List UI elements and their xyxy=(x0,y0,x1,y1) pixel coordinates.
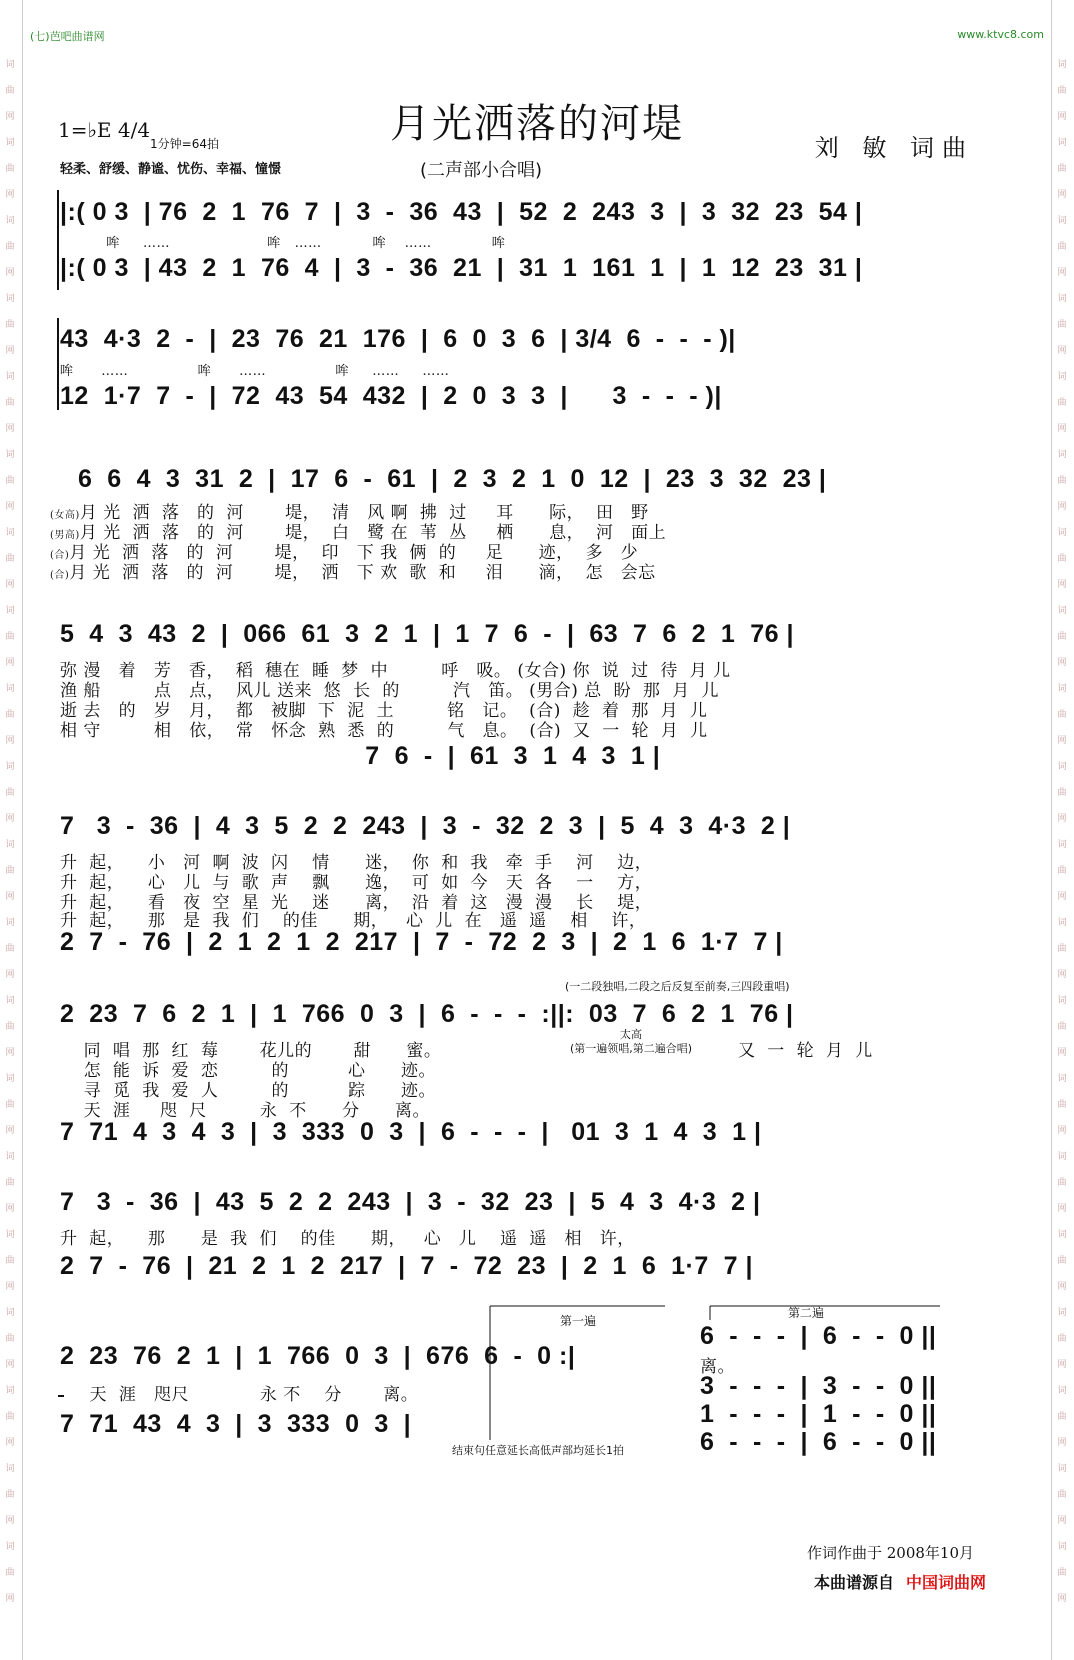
system-8-lower: 7 71 43 4 3 | 3 333 0 3 | xyxy=(60,1410,412,1438)
system-7-upper: 7 3 - 36 | 43 5 2 2 243 | 3 - 32 23 | 5 4 3 4·3 2 | xyxy=(60,1188,761,1216)
watermark-char: 词 xyxy=(5,684,15,694)
system-7-lyric: 升 起， 那 是 我 们 的佳 期， 心 儿 遥 遥 相 许， xyxy=(60,1229,635,1249)
watermark-char: 曲 xyxy=(1057,1100,1067,1110)
watermark-char: 词 xyxy=(5,216,15,226)
watermark-char: 网 xyxy=(1057,892,1067,902)
part-label: (女高) xyxy=(50,510,80,521)
verse-c-3: 升 起， 看 夜 空 星 光 迷 离， 沿 着 这 漫 漫 长 堤， xyxy=(60,893,653,913)
watermark-char: 网 xyxy=(5,1204,15,1214)
watermark-char: 曲 xyxy=(5,1022,15,1032)
system-2-hum: 哞 …… 哞 …… 哞 …… …… xyxy=(60,364,450,379)
watermark-char: 曲 xyxy=(1057,320,1067,330)
watermark-char: 曲 xyxy=(5,398,15,408)
watermark-char: 网 xyxy=(5,346,15,356)
watermark-char: 曲 xyxy=(5,1178,15,1188)
watermark-char: 网 xyxy=(1057,502,1067,512)
watermark-char: 词 xyxy=(1057,918,1067,928)
verse-d-1: 同 唱 那 红 莓 花儿的 甜 蜜。 xyxy=(60,1041,442,1061)
watermark-char: 词 xyxy=(1057,1152,1067,1162)
final-instruction: 结束句任意延长高低声部均延长1拍 xyxy=(452,1444,624,1457)
watermark-char: 曲 xyxy=(1057,1412,1067,1422)
watermark-char: 网 xyxy=(1057,190,1067,200)
mood-marking: 轻柔、舒缓、静谧、忧伤、幸福、憧憬 xyxy=(60,162,282,177)
system-2-lower: 12 1·7 7 - | 72 43 54 432 | 2 0 3 3 | 3 - - - )| xyxy=(60,382,722,410)
watermark-char: 网 xyxy=(5,190,15,200)
watermark-char: 曲 xyxy=(5,1568,15,1578)
watermark-char: 词 xyxy=(5,762,15,772)
watermark-char: 网 xyxy=(1057,1438,1067,1448)
watermark-char: 词 xyxy=(5,1074,15,1084)
watermark-char: 网 xyxy=(1057,424,1067,434)
ending-chord-1: 6 - - - | 6 - - 0 || xyxy=(700,1322,937,1350)
watermark-char: 网 xyxy=(5,892,15,902)
watermark-char: 曲 xyxy=(1057,1334,1067,1344)
system-5-upper: 7 3 - 36 | 4 3 5 2 2 243 | 3 - 32 2 3 | 5 4 3 4·3 2 | xyxy=(60,812,791,840)
watermark-char: 曲 xyxy=(5,554,15,564)
watermark-char: 网 xyxy=(5,1594,15,1604)
watermark-char: 曲 xyxy=(1057,476,1067,486)
watermark-char: 词 xyxy=(1057,450,1067,460)
watermark-char: 曲 xyxy=(1057,1022,1067,1032)
system-1-lower: |:( 0 3 | 43 2 1 76 4 | 3 - 36 21 | 31 1 161 1 | 1 12 23 31 | xyxy=(60,254,863,282)
watermark-char: 曲 xyxy=(1057,554,1067,564)
watermark-char: 网 xyxy=(1057,1282,1067,1292)
watermark-char: 曲 xyxy=(1057,944,1067,954)
system-1-hum: 哞 …… 哞 …… 哞 …… 哞 xyxy=(60,236,506,251)
header-left-link[interactable]: (七)芭吧曲谱网 xyxy=(30,30,105,43)
watermark-char: 曲 xyxy=(5,1490,15,1500)
watermark-char: 网 xyxy=(1057,1360,1067,1370)
lyric-text: 月 光 洒 落 的 河 堤， 印 下 我 俩 的 足 迹， 多 少 xyxy=(69,543,639,563)
system-5-lower: 2 7 - 76 | 2 1 2 1 2 217 | 7 - 72 2 3 | 2 1 6 1·7 7 | xyxy=(60,928,783,956)
song-title: 月光洒落的河堤 xyxy=(390,101,684,147)
watermark-char: 曲 xyxy=(1057,86,1067,96)
watermark-char: 词 xyxy=(1057,1230,1067,1240)
watermark-char: 词 xyxy=(5,840,15,850)
watermark-char: 网 xyxy=(1057,1594,1067,1604)
verse-b-2: 渔 船 点 点， 风儿 送来 悠 长 的 汽 笛。 (男合) 总 盼 那 月 儿 xyxy=(60,681,720,701)
watermark-char: 网 xyxy=(5,112,15,122)
watermark-char: 词 xyxy=(5,1230,15,1240)
watermark-char: 词 xyxy=(5,996,15,1006)
watermark-char: 曲 xyxy=(5,86,15,96)
verse-b-1: 弥 漫 着 芳 香， 稻 穗在 睡 梦 中 呼 吸。 (女合) 你 说 过 待 月 儿 xyxy=(60,661,731,681)
subtitle: (二声部小合唱) xyxy=(420,160,543,181)
watermark-char: 曲 xyxy=(5,710,15,720)
watermark-char: 词 xyxy=(1057,528,1067,538)
watermark-char: 词 xyxy=(1057,684,1067,694)
watermark-char: 词 xyxy=(5,1542,15,1552)
ending-lyric: 离。 xyxy=(700,1357,735,1377)
watermark-char: 词 xyxy=(1057,606,1067,616)
system-6-lower: 7 71 4 3 4 3 | 3 333 0 3 | 6 - - - | 01 3 1 4 3 1 | xyxy=(60,1118,762,1146)
watermark-char: 曲 xyxy=(1057,1568,1067,1578)
watermark-char: 词 xyxy=(5,372,15,382)
key-signature: 1=♭E 4/4 xyxy=(58,118,151,142)
watermark-char: 网 xyxy=(5,1126,15,1136)
watermark-char: 曲 xyxy=(5,476,15,486)
author-credit: 刘 敏 词曲 xyxy=(814,134,974,162)
watermark-char: 词 xyxy=(1057,762,1067,772)
watermark-char: 词 xyxy=(1057,1308,1067,1318)
watermark-char: 词 xyxy=(1057,216,1067,226)
watermark-char: 词 xyxy=(1057,840,1067,850)
system-8-upper: 2 23 76 2 1 | 1 766 0 3 | 676 6 - 0 :| xyxy=(60,1342,576,1370)
watermark-char: 词 xyxy=(1057,1074,1067,1084)
watermark-char: 曲 xyxy=(1057,1490,1067,1500)
system-2-upper: 43 4·3 2 - | 23 76 21 176 | 6 0 3 6 | 3/4 6 - - - )| xyxy=(60,325,736,353)
part-label: (男高) xyxy=(50,530,80,541)
ending-chord-4: 6 - - - | 6 - - 0 || xyxy=(700,1428,937,1456)
watermark-char: 词 xyxy=(5,528,15,538)
watermark-char: 词 xyxy=(1057,372,1067,382)
watermark-char: 网 xyxy=(1057,1048,1067,1058)
header-right-link[interactable]: www.ktvc8.com xyxy=(957,28,1044,41)
watermark-char: 词 xyxy=(5,450,15,460)
watermark-char: 曲 xyxy=(1057,788,1067,798)
verse-b-4: 相 守 相 依， 常 怀念 熟 悉 的 气 息。 (合) 又 一 轮 月 儿 xyxy=(60,721,708,741)
part-label: (合) xyxy=(50,550,70,561)
part-label: (合) xyxy=(50,570,70,581)
watermark-char: 词 xyxy=(1057,294,1067,304)
watermark-char: 曲 xyxy=(1057,1256,1067,1266)
watermark-char: 曲 xyxy=(5,788,15,798)
system-8-lyric: 天 涯 咫尺 永 不 分 离。 xyxy=(60,1385,419,1405)
watermark-char: 曲 xyxy=(5,944,15,954)
watermark-char: 词 xyxy=(5,1308,15,1318)
watermark-char: 词 xyxy=(5,60,15,70)
lyric-text: 月 光 洒 落 的 河 堤， 清 风 啊 拂 过 耳 际， 田 野 xyxy=(79,503,649,523)
watermark-char: 词 xyxy=(1057,138,1067,148)
verse-b-3: 逝 去 的 岁 月， 都 被脚 下 泥 土 铭 记。 (合) 趁 着 那 月 儿 xyxy=(60,701,708,721)
watermark-char: 曲 xyxy=(1057,866,1067,876)
watermark-char: 网 xyxy=(1057,112,1067,122)
watermark-char: 网 xyxy=(5,814,15,824)
watermark-char: 词 xyxy=(5,294,15,304)
watermark-char: 网 xyxy=(5,658,15,668)
tempo-marking: 1分钟=64拍 xyxy=(150,137,219,151)
watermark-char: 网 xyxy=(1057,1204,1067,1214)
footer-site-link[interactable]: 中国词曲网 xyxy=(905,1573,986,1592)
watermark-char: 词 xyxy=(1057,60,1067,70)
lyric-text: 月 光 洒 落 的 河 堤， 洒 下 欢 歌 和 泪 滴， 怎 会忘 xyxy=(69,563,656,583)
watermark-char: 词 xyxy=(5,918,15,928)
watermark-char: 网 xyxy=(5,1360,15,1370)
second-ending-label: 第二遍 xyxy=(788,1306,825,1320)
watermark-char: 网 xyxy=(5,424,15,434)
ending-chord-2: 3 - - - | 3 - - 0 || xyxy=(700,1372,937,1400)
lyric-text: 月 光 洒 落 的 河 堤， 白 鹭 在 苇 丛 栖 息， 河 面上 xyxy=(79,523,667,543)
system-7-lower: 2 7 - 76 | 21 2 1 2 217 | 7 - 72 23 | 2 1 6 1·7 7 | xyxy=(60,1252,754,1280)
watermark-char: 词 xyxy=(5,1152,15,1162)
watermark-char: 网 xyxy=(5,1282,15,1292)
verse-d-2: 怎 能 诉 爱 恋 的 心 迹。 xyxy=(60,1061,436,1081)
watermark-char: 网 xyxy=(1057,1126,1067,1136)
watermark-char: 曲 xyxy=(5,242,15,252)
watermark-char: 曲 xyxy=(5,164,15,174)
watermark-char: 网 xyxy=(1057,580,1067,590)
verse-d-4: 天 涯 咫 尺 永 不 分 离。 xyxy=(60,1101,431,1121)
watermark-char: 曲 xyxy=(5,632,15,642)
system-3-upper: 6 6 4 3 31 2 | 17 6 - 61 | 2 3 2 1 0 12 | 23 3 32 23 | xyxy=(78,465,827,493)
watermark-char: 曲 xyxy=(5,320,15,330)
watermark-char: 网 xyxy=(5,580,15,590)
verse-d-3: 寻 觅 我 爱 人 的 踪 迹。 xyxy=(60,1081,436,1101)
watermark-char: 曲 xyxy=(5,1334,15,1344)
watermark-char: 网 xyxy=(1057,658,1067,668)
watermark-char: 词 xyxy=(5,1464,15,1474)
watermark-char: 词 xyxy=(5,138,15,148)
watermark-char: 网 xyxy=(5,1516,15,1526)
watermark-char: 网 xyxy=(5,268,15,278)
repeat-instruction: (一二段独唱,二段之后反复至前奏,三四段重唱) xyxy=(565,980,790,993)
watermark-char: 曲 xyxy=(1057,1178,1067,1188)
watermark-char: 网 xyxy=(1057,736,1067,746)
watermark-char: 词 xyxy=(5,1386,15,1396)
watermark-char: 曲 xyxy=(1057,710,1067,720)
watermark-char: 网 xyxy=(5,736,15,746)
footer-source-label: 本曲谱源自 xyxy=(813,1573,894,1592)
first-ending-label: 第一遍 xyxy=(560,1314,597,1328)
watermark-char: 曲 xyxy=(5,1412,15,1422)
watermark-char: 词 xyxy=(1057,1386,1067,1396)
watermark-char: 网 xyxy=(1057,814,1067,824)
watermark-char: 词 xyxy=(1057,1464,1067,1474)
watermark-char: 曲 xyxy=(5,1256,15,1266)
watermark-char: 网 xyxy=(5,1438,15,1448)
verse-c-4: 升 起， 那 是 我 们 的佳 期， 心 儿 在 遥 遥 相 许， xyxy=(60,911,647,931)
system-6-upper: 2 23 7 6 2 1 | 1 766 0 3 | 6 - - - :||: 03 7 6 2 1 76 | xyxy=(60,1000,794,1028)
watermark-char: 网 xyxy=(5,1048,15,1058)
composition-date: 作词作曲于 2008年10月 xyxy=(806,1544,974,1562)
watermark-char: 曲 xyxy=(1057,164,1067,174)
watermark-char: 曲 xyxy=(1057,398,1067,408)
system-4-lower: 7 6 - | 61 3 1 4 3 1 | xyxy=(60,742,661,770)
watermark-char: 曲 xyxy=(1057,632,1067,642)
watermark-char: 曲 xyxy=(5,866,15,876)
verse-c-2: 升 起， 心 儿 与 歌 声 飘 逸， 可 如 今 天 各 一 方， xyxy=(60,873,653,893)
watermark-char: 曲 xyxy=(5,1100,15,1110)
alto-note: 太高 xyxy=(620,1028,642,1041)
watermark-char: 网 xyxy=(5,970,15,980)
lead-instruction: (第一遍领唱,第二遍合唱) xyxy=(570,1042,693,1055)
watermark-char: 网 xyxy=(1057,970,1067,980)
watermark-char: 词 xyxy=(1057,1542,1067,1552)
ending-chord-3: 1 - - - | 1 - - 0 || xyxy=(700,1400,937,1428)
watermark-char: 词 xyxy=(5,606,15,616)
watermark-char: 网 xyxy=(1057,1516,1067,1526)
system-4-upper: 5 4 3 43 2 | 066 61 3 2 1 | 1 7 6 - | 63 7 6 2 1 76 | xyxy=(60,620,794,648)
verse-c-1: 升 起， 小 河 啊 波 闪 情 迷， 你 和 我 牵 手 河 边， xyxy=(60,853,653,873)
watermark-char: 词 xyxy=(1057,996,1067,1006)
watermark-char: 网 xyxy=(1057,268,1067,278)
watermark-char: 网 xyxy=(5,502,15,512)
system-1-upper: |:( 0 3 | 76 2 1 76 7 | 3 - 36 43 | 52 2 243 3 | 3 32 23 54 | xyxy=(60,198,863,226)
once-more-lyric: 又 一 轮 月 儿 xyxy=(738,1041,873,1061)
watermark-char: 网 xyxy=(1057,346,1067,356)
watermark-char: 曲 xyxy=(1057,242,1067,252)
